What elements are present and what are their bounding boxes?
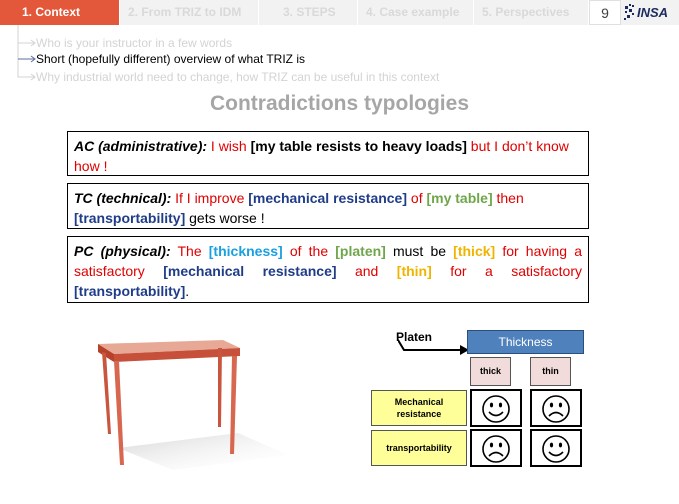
tab-from-triz-to-idm[interactable]: 2. From TRIZ to IDM [120,0,259,25]
ac-box [67,131,589,176]
insa-logo [623,2,675,23]
tab-steps[interactable]: 3. STEPS [259,0,358,25]
pc-param: [thickness] [208,243,283,259]
pc-object: [platen] [335,243,386,259]
tab-context[interactable]: 1. Context [0,0,120,25]
pc-text: and [336,263,397,279]
tab-case-example[interactable]: 4. Case example [358,0,474,25]
outline [0,25,679,85]
pc-text: The [170,243,209,259]
sad-face-icon [530,389,582,427]
outline-item-industrial-world: Why industrial world need to change, how TRIZ can be useful in this context [36,70,440,84]
outline-item-instructor: Who is your instructor in a few words [36,36,233,50]
top-navigation [0,0,679,25]
pc-text: of the [282,243,336,259]
ac-goal: [my table resists to heavy loads] [250,138,467,154]
arrow-right-icon [398,338,470,356]
pc-value: [thin] [396,263,432,279]
thickness-header: Thickness [467,330,584,354]
pc-param: [transportability] [74,283,186,299]
sad-face-icon [470,429,522,467]
tc-object: [my table] [426,190,493,206]
happy-face-icon [530,429,582,467]
pc-value: [thick] [453,243,496,259]
ac-text: I wish [207,138,251,154]
pc-text: must be [385,243,454,259]
platen-label: Platen [396,330,433,344]
happy-face-icon [470,389,522,427]
ac-text: but I don’t know how ! [74,138,569,174]
pc-text: for a satisfactory [431,263,582,279]
tc-param: [transportability] [74,210,186,226]
table-illustration [88,330,288,470]
tc-text: If I improve [171,190,249,206]
tc-text: then [492,190,524,206]
outline-item-triz-overview: Short (hopefully different) overview of what TRIZ is [36,52,306,66]
pc-text: . [185,283,190,299]
ac-label: AC (administrative): [74,138,208,154]
tc-label: TC (technical): [74,190,172,206]
svg-text:INSA: INSA [637,5,669,20]
row-mechanical-resistance: Mechanical resistance [371,390,467,426]
pc-param: [mechanical resistance] [163,263,337,279]
pc-label: PC (physical): [74,243,171,259]
page-number: 9 [589,0,621,25]
page-title: Contradictions typologies [209,92,469,115]
pc-box [67,236,589,303]
row-transportability: transportability [371,430,467,466]
outline-connector-icon [14,25,38,83]
tc-param: [mechanical resistance] [248,190,408,206]
tc-text: gets worse ! [185,210,265,226]
column-thin: thin [530,357,571,386]
tc-text: of [407,190,427,206]
tab-perspectives[interactable]: 5. Perspectives [474,0,589,25]
column-thick: thick [470,357,511,386]
pc-text: for having a satisfactory [74,243,582,279]
tc-box [67,183,589,229]
